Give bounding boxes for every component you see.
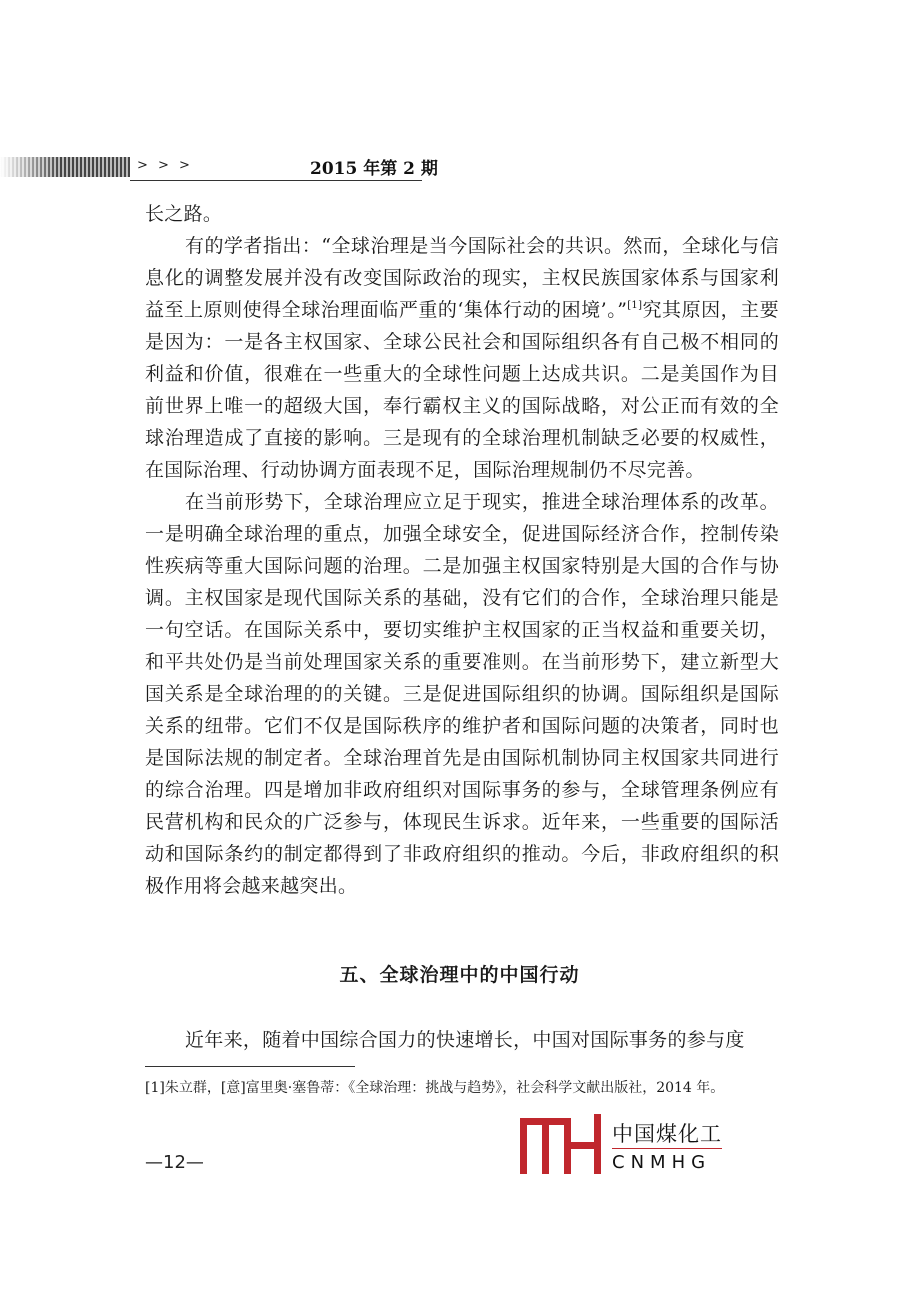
logo-chinese-text: 中国煤化工 bbox=[612, 1122, 722, 1146]
paragraph-3: 近年来，随着中国综合国力的快速增长，中国对国际事务的参与度 bbox=[185, 1029, 745, 1051]
footnote-reference[interactable]: [1] bbox=[627, 300, 643, 311]
footnote: [1]朱立群，[意]富里奥·塞鲁蒂：《全球治理：挑战与趋势》，社会科学文献出版社，2014 年。 bbox=[145, 1080, 725, 1096]
logo-divider bbox=[612, 1148, 722, 1149]
logo-english-text: CNMHG bbox=[612, 1152, 712, 1173]
header-decorative-bar bbox=[0, 157, 130, 177]
cnmhg-logo bbox=[518, 1112, 723, 1176]
footnote-divider bbox=[145, 1066, 355, 1067]
paragraph-1 bbox=[145, 230, 779, 486]
header-rule bbox=[130, 180, 422, 181]
paragraph-2: 在当前形势下，全球治理应立足于现实，推进全球治理体系的改革。一是明确全球治理的重点，加强全球安全，促进国际经济合作，控制传染性疾病等重大国际问题的治理。二是加强主权国家特别是大国的合作与协调。主权国家是现代国际关系的基础，没有它们的合作，全球治理只能是一句空话。在国际关系中，要切实维护主权国家的正当权益和重要关切，和平共处仍是当前处理国家关系的重要准则。在当前形势下，建立新型大国关系是全球治理的的关键。三是促进国际组织的协调。国际组织是国际关系的纽带。它们不仅是国际秩序的维护者和国际问题的决策者，同时也是国际法规的制定者。全球治理首先是由国际机制协同主权国家共同进行的综合治理。四是增加非政府组织对国际事务的参与，全球管理条例应有民营机构和民众的广泛参与，体现民生诉求。近年来，一些重要的国际活动和国际条约的制定都得到了非政府组织的推动。今后，非政府组织的积极作用将会越来越突出。 bbox=[145, 491, 779, 897]
paragraph-continuation: 长之路。 bbox=[145, 203, 223, 225]
paragraph-1-analysis: 究其原因，主要是因为：一是各主权国家、全球公民社会和国际组织各有自己极不相同的利益和价值，很难在一些重大的全球性问题上达成共识。二是美国作为目前世界上唯一的超级大国，奉行霸权主义的国际战略，对公正而有效的全球治理造成了直接的影响。三是现有的全球治理机制缺乏必要的权威性，在国际治理、行动协调方面表现不足，国际治理规制仍不尽完善。 bbox=[145, 299, 779, 481]
cnmhg-logo-mark-icon bbox=[518, 1112, 606, 1176]
header-arrows: > > > bbox=[137, 158, 193, 173]
section-heading: 五、全球治理中的中国行动 bbox=[339, 964, 580, 986]
article-body bbox=[145, 198, 779, 902]
page-number: —12— bbox=[145, 1152, 204, 1173]
journal-issue-title: 2015 年第 2 期 bbox=[310, 159, 438, 179]
paragraph-1-quote: 有的学者指出：“全球治理是当今国际社会的共识。然而，全球化与信息化的调整发展并没有改变国际政治的现实，主权民族国家体系与国家利益至上原则使得全球治理面临严重的‘集体行动的困境’。” bbox=[145, 235, 779, 321]
